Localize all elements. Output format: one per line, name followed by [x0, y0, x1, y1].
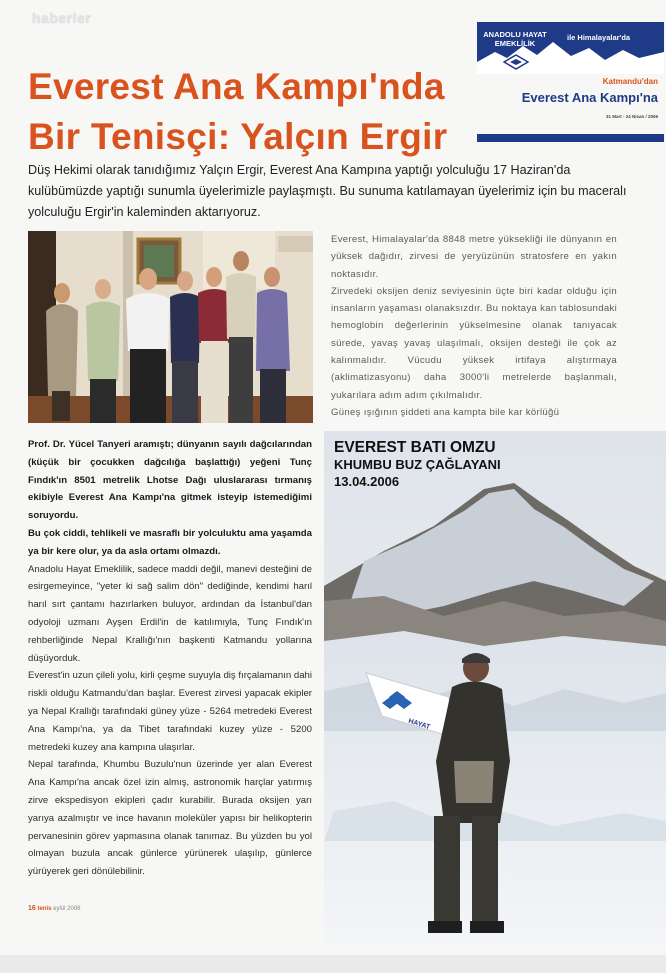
page-footer: [28, 905, 81, 912]
company-logo-icon: [503, 54, 529, 70]
banner-header: [477, 22, 664, 74]
caption-line-2: KHUMBU BUZ ÇAĞLAYANI: [334, 457, 501, 472]
caption-line-1: EVEREST BATI OMZU: [334, 439, 496, 456]
right-paragraph-2: Zirvedeki oksijen deniz seviyesinin üçte biri kadar olduğu için insanların yaşaması olanaksızdır. Bu noktaya kan tablosundaki hemoglobin değerlerinin yükselmesine olanak tanıyacak sürede, yavaş yavaş ulaşılmalı, oksijen desteği ile çok az kalınmalıdır. Vücudu yüksek irtifaya alıştırmaya (aklimatizasyonu) daha 3000'li metrelerde başlanmalı, yukarılara adım adım çıkılmalıdır.: [331, 285, 617, 401]
left-paragraph-1: Prof. Dr. Yücel Tanyeri aramıştı; dünyanın sayılı dağcılarından (küçük bir çocukken dağcılığa başlattığı) yeğeni Tunç Fındık'ın 8501 metrelik Lhotse Dağı uluslararası tırmanış ekibiyle Everest Ana Kampı'na gitmek isteyip istemediğimi soruyordu.: [28, 439, 312, 522]
expedition-banner: [477, 22, 664, 142]
banner-subtitle-1: Katmandu'dan: [602, 77, 658, 86]
everest-photo: [324, 431, 666, 949]
banner-subtitle-2: Everest Ana Kampı'na: [521, 90, 658, 105]
right-paragraph-1: Everest, Himalayalar'da 8848 metre yüksekliği ile dünyanın en yüksek dağıdır, zirvesi de yeryüzünün stratosfere en yakın noktasıdır.: [331, 234, 617, 280]
title-line-1: Everest Ana Kampı'nda: [28, 66, 445, 107]
caption-line-3: 13.04.2006: [334, 474, 400, 489]
magazine-name: tenis: [37, 906, 52, 912]
article-title: [28, 62, 447, 162]
left-paragraph-5: Nepal tarafında, Khumbu Buzulu'nun üzerinde yer alan Everest Ana Kampı'na ancak özel izin almış, astronomik harçlar yatırmış zirve ekspedisyon ekipleri çadır kurabilir. Burada oksijen yarı yarıya azalmıştır ve ince havanın moleküler yapısı bir helikopterin pervanesinin görev yapmasına olanak tanımaz. Bu yüzden bu yol olmayan buzula ancak günlerce yürünerek ulaşılıp, günlerce yürüyerek geri dönülebilinir.: [28, 759, 312, 878]
title-line-2: Bir Tenisçi: Yalçın Ergir: [28, 116, 448, 157]
right-paragraph-3: Güneş ışığının şiddeti ana kampta bile kar körlüğü: [331, 406, 560, 418]
photo-caption: [334, 439, 501, 490]
section-tag: haberler: [32, 10, 92, 26]
banner-tagline: ile Himalayalar'da: [567, 33, 631, 42]
bottom-strip: [0, 955, 666, 973]
left-paragraph-3: Anadolu Hayat Emeklilik, sadece maddi değil, manevi desteğini de esirgemeyince, "yeter ki sağ salim dön" dediğinde, kendimi harıl harıl sırt çantamı hazırlarken buluyor, ardından da İstanbul'dan odyoloji uzmanı Ayşen Erdil'in de katılımıyla, Tunç Fındık'ın rehberliğinde Nepal Krallığı'nın başkenti Katmandu yollarına düşüyorduk.: [28, 563, 312, 664]
banner-bar: [477, 134, 664, 142]
banner-logo-text: ANADOLU HAYAT EMEKLİLİK: [483, 30, 547, 48]
group-photo-image: [28, 231, 313, 423]
banner-dates: 31 Mart - 24 Nisan / 2006: [605, 114, 658, 119]
left-column-text: [28, 436, 312, 881]
right-column-text: [331, 231, 617, 421]
left-paragraph-2: Bu çok ciddi, tehlikeli ve masraflı bir yolculuktu ama yaşamda ya bir kere olur, ya da asla ortamı olmazdı.: [28, 527, 312, 557]
intro-paragraph: Düş Hekimi olarak tanıdığımız Yalçın Ergir, Everest Ana Kampına yaptığı yolculuğu 17 Haziran'da kulübümüzde yaptığı sunumla üyelerimizle paylaşmıştı. Bu sunuma katılamayan üyelerimiz için bu maceralı yolculuğu Ergir'in kaleminden aktarıyoruz.: [28, 163, 627, 219]
page-number: 16: [28, 905, 36, 912]
group-photo: [28, 231, 313, 423]
flag-text: HAYAT: [407, 717, 431, 732]
left-paragraph-4: Everest'in uzun çileli yolu, kirli çeşme suyuyla diş fırçalamanın dahi riskli olduğu Katmandu'dan başlar. Everest zirvesi yapacak ekipler ya Nepal Krallığı tarafındaki güney yüze - 5264 metredeki Everest Ana Kampı'na, ya da Tibet tarafındaki kuzey yüze - 5200 metredeki kuzey ana kampına ulaşırlar.: [28, 670, 312, 753]
issue-date: eylül 2006: [53, 906, 81, 912]
everest-photo-image: [324, 431, 666, 949]
